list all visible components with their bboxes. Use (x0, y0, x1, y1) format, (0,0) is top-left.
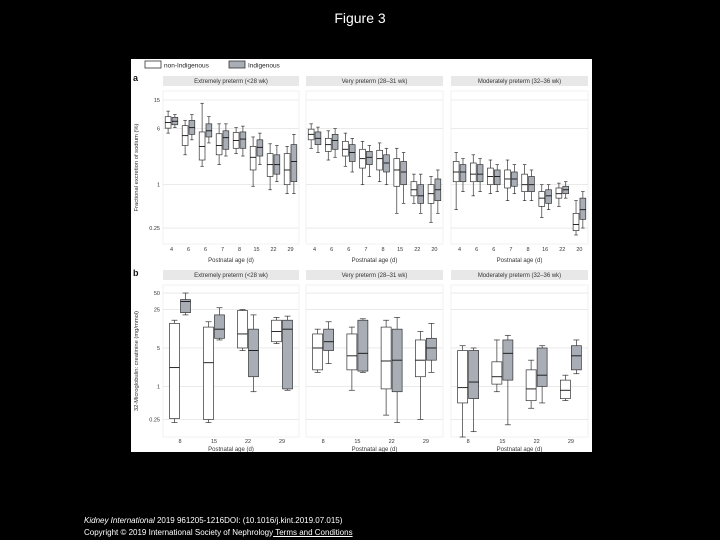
y-tick-label: 15 (153, 97, 160, 104)
box-body (324, 329, 334, 350)
box-body (249, 329, 259, 377)
box-non-indigenous (272, 317, 282, 343)
legend-label: Indigenous (248, 62, 280, 70)
box-body (401, 161, 407, 184)
terms-link[interactable]: Terms and Conditions (273, 528, 353, 537)
box-non-indigenous (360, 141, 366, 184)
panel-letter: b (133, 268, 139, 278)
x-tick-label: 15 (397, 247, 404, 253)
box-body (571, 346, 581, 370)
box-indigenous (315, 127, 321, 152)
y-tick-label: 6 (156, 126, 160, 133)
box-indigenous (384, 148, 390, 184)
box-body (240, 132, 246, 148)
box-indigenous (477, 159, 483, 192)
box-indigenous (529, 170, 535, 201)
legend-swatch (145, 61, 161, 68)
box-non-indigenous (342, 133, 348, 166)
facet (451, 76, 588, 264)
x-tick-label: 22 (388, 439, 395, 445)
box-non-indigenous (308, 124, 314, 148)
y-tick-label: 1 (156, 182, 160, 189)
x-axis-label: Postnatal age (d) (351, 258, 398, 264)
x-tick-label: 7 (364, 247, 368, 253)
x-axis-label: Postnatal age (d) (208, 258, 254, 264)
box-indigenous (426, 323, 436, 372)
box-body (426, 338, 436, 360)
x-tick-label: 29 (422, 439, 429, 445)
figure-title: Figure 3 (334, 10, 386, 26)
x-tick-label: 6 (347, 247, 351, 253)
box-body (204, 327, 214, 419)
facet (306, 270, 443, 452)
box-non-indigenous (238, 310, 248, 351)
box-indigenous (494, 165, 500, 192)
box-non-indigenous (233, 128, 239, 154)
x-tick-label: 8 (321, 439, 325, 445)
box-body (238, 311, 248, 348)
x-tick-label: 8 (381, 247, 385, 253)
y-tick-label: 25 (153, 307, 160, 314)
facet (163, 76, 299, 264)
facet-title: Extremely preterm (<28 wk) (194, 79, 268, 85)
copyright-text: Copyright © 2019 International Society of Nephrology (84, 528, 274, 537)
box-body (537, 348, 547, 386)
box-indigenous (358, 319, 368, 373)
box-indigenous (401, 152, 407, 203)
box-indigenous (580, 192, 586, 228)
box-indigenous (240, 126, 246, 156)
box-indigenous (563, 182, 569, 198)
x-axis-label: Postnatal age (d) (208, 447, 254, 452)
x-tick-label: 15 (354, 439, 361, 445)
citation-text: 2019 961205-1216DOI: (10.1016/j.kint.2019.07.015) (154, 516, 343, 525)
x-tick-label: 8 (466, 439, 470, 445)
box-non-indigenous (170, 320, 180, 422)
x-tick-label: 8 (526, 247, 530, 253)
box-body (460, 165, 466, 182)
box-body (381, 327, 391, 389)
box-non-indigenous (182, 120, 188, 154)
box-body (556, 188, 562, 198)
box-non-indigenous (556, 183, 562, 206)
x-tick-label: 4 (458, 247, 462, 253)
x-tick-label: 29 (287, 247, 294, 253)
journal-name: Kidney International (84, 516, 155, 525)
box-non-indigenous (522, 165, 528, 201)
box-non-indigenous (539, 185, 545, 218)
citation-line (84, 515, 353, 527)
box-non-indigenous (204, 322, 214, 423)
y-tick-label: 50 (153, 291, 160, 298)
box-indigenous (189, 115, 195, 140)
x-tick-label: 29 (567, 439, 574, 445)
box-non-indigenous (199, 103, 205, 166)
box-non-indigenous (560, 375, 570, 400)
figure-caption (84, 515, 353, 539)
box-body (573, 213, 579, 230)
box-body (494, 170, 500, 185)
x-axis-label: Postnatal age (d) (351, 447, 398, 452)
box-non-indigenous (526, 360, 536, 408)
x-tick-label: 15 (253, 247, 260, 253)
box-non-indigenous (165, 111, 171, 133)
x-tick-label: 4 (313, 247, 317, 253)
panel-a (133, 73, 588, 264)
box-indigenous (537, 346, 547, 403)
box-indigenous (206, 117, 212, 143)
box-indigenous (546, 185, 552, 210)
x-tick-label: 6 (475, 247, 479, 253)
x-tick-label: 22 (244, 439, 252, 445)
box-non-indigenous (313, 329, 323, 372)
x-tick-label: 6 (492, 247, 496, 253)
x-tick-label: 29 (278, 439, 286, 445)
x-tick-label: 6 (203, 247, 208, 253)
y-axis-label: 32-Microglobulin: creatinine (mg/mmol) (134, 310, 140, 412)
box-body (342, 141, 348, 156)
x-axis-label: Postnatal age (d) (496, 447, 543, 452)
box-indigenous (435, 170, 441, 213)
box-body (470, 163, 476, 182)
box-body (291, 145, 297, 182)
box-body (283, 320, 293, 389)
box-non-indigenous (411, 174, 417, 203)
box-indigenous (571, 340, 581, 374)
box-indigenous (249, 315, 259, 392)
box-non-indigenous (505, 160, 511, 201)
x-tick-label: 22 (270, 247, 277, 253)
x-axis-label: Postnatal age (d) (496, 258, 543, 264)
box-indigenous (215, 308, 225, 340)
box-body (580, 198, 586, 219)
box-indigenous (503, 335, 513, 424)
box-body (377, 150, 383, 170)
box-non-indigenous (267, 144, 273, 190)
y-tick-label: 0.25 (149, 417, 160, 424)
x-tick-label: 22 (414, 247, 421, 253)
box-body (216, 134, 222, 155)
panel-letter: a (133, 73, 139, 83)
box-body (411, 182, 417, 196)
box-body (394, 159, 400, 187)
box-non-indigenous (250, 137, 256, 186)
x-tick-label: 8 (178, 439, 182, 445)
panel-b (133, 268, 588, 452)
box-body (492, 362, 502, 384)
box-non-indigenous (377, 143, 383, 182)
x-tick-label: 4 (169, 247, 174, 253)
box-indigenous (392, 317, 402, 422)
box-body (170, 323, 180, 418)
box-body (522, 174, 528, 191)
box-non-indigenous (381, 320, 391, 415)
x-tick-label: 8 (237, 247, 242, 253)
box-body (313, 334, 323, 370)
box-non-indigenous (453, 152, 459, 209)
box-body (477, 165, 483, 182)
box-indigenous (172, 115, 178, 128)
boxplot-figure (131, 59, 592, 452)
x-tick-label: 20 (576, 247, 583, 253)
box-indigenous (283, 316, 293, 390)
box-indigenous (181, 293, 191, 315)
x-tick-label: 7 (509, 247, 513, 253)
box-body (347, 334, 357, 370)
box-body (415, 340, 425, 377)
box-indigenous (460, 159, 466, 192)
box-body (546, 190, 552, 204)
box-indigenous (511, 165, 517, 194)
x-tick-label: 20 (431, 247, 438, 253)
box-non-indigenous (325, 131, 331, 160)
y-tick-label: 1 (156, 384, 160, 391)
x-tick-label: 22 (533, 439, 540, 445)
box-body (458, 350, 468, 402)
facet-title: Very preterm (28–31 wk) (341, 273, 408, 279)
box-indigenous (274, 146, 280, 182)
facet (163, 270, 299, 452)
box-non-indigenous (487, 160, 493, 194)
box-body (257, 140, 263, 156)
box-body (529, 176, 535, 191)
box-body (526, 370, 536, 401)
facet (451, 270, 588, 452)
box-non-indigenous (394, 148, 400, 213)
box-non-indigenous (428, 176, 434, 222)
box-non-indigenous (458, 346, 468, 437)
box-non-indigenous (415, 331, 425, 419)
x-tick-label: 6 (186, 247, 191, 253)
legend-label: non-Indigenous (164, 62, 209, 70)
facet (306, 76, 443, 264)
box-non-indigenous (216, 124, 222, 165)
box-non-indigenous (284, 146, 290, 193)
x-tick-label: 22 (559, 247, 566, 253)
box-body (358, 320, 368, 371)
facet-title: Moderately preterm (32–36 wk) (477, 273, 562, 279)
box-indigenous (349, 138, 355, 172)
box-body (539, 192, 545, 207)
box-body (272, 320, 282, 341)
box-body (560, 380, 570, 398)
y-tick-label: 5 (156, 345, 160, 352)
box-indigenous (366, 146, 372, 177)
y-tick-label: 0.25 (149, 226, 160, 233)
box-body (418, 185, 424, 204)
box-body (332, 134, 338, 149)
facet-title: Moderately preterm (32–36 wk) (477, 79, 562, 85)
box-body (469, 350, 479, 398)
box-body (223, 131, 229, 149)
box-body (250, 146, 256, 170)
box-non-indigenous (347, 327, 357, 390)
box-body (284, 154, 290, 185)
y-axis-label: Fractional excretion of sodium (%) (134, 123, 140, 212)
x-tick-label: 15 (210, 439, 218, 445)
copyright-line (84, 527, 353, 539)
legend-swatch (229, 61, 245, 68)
box-body (503, 340, 513, 380)
x-tick-label: 15 (499, 439, 506, 445)
box-body (349, 145, 355, 162)
figure-image (131, 59, 592, 452)
box-indigenous (324, 322, 334, 364)
facet-title: Very preterm (28–31 wk) (341, 79, 408, 85)
box-indigenous (418, 174, 424, 213)
box-body (366, 151, 372, 164)
x-tick-label: 16 (542, 247, 549, 253)
x-tick-label: 6 (330, 247, 334, 253)
box-non-indigenous (470, 155, 476, 196)
box-non-indigenous (573, 201, 579, 235)
box-indigenous (332, 129, 338, 158)
box-indigenous (257, 133, 263, 164)
box-body (215, 315, 225, 338)
facet-title: Extremely preterm (<28 wk) (194, 273, 268, 279)
box-indigenous (469, 348, 479, 432)
legend (145, 61, 281, 70)
facet-frame (306, 91, 443, 244)
x-tick-label: 7 (220, 247, 225, 253)
